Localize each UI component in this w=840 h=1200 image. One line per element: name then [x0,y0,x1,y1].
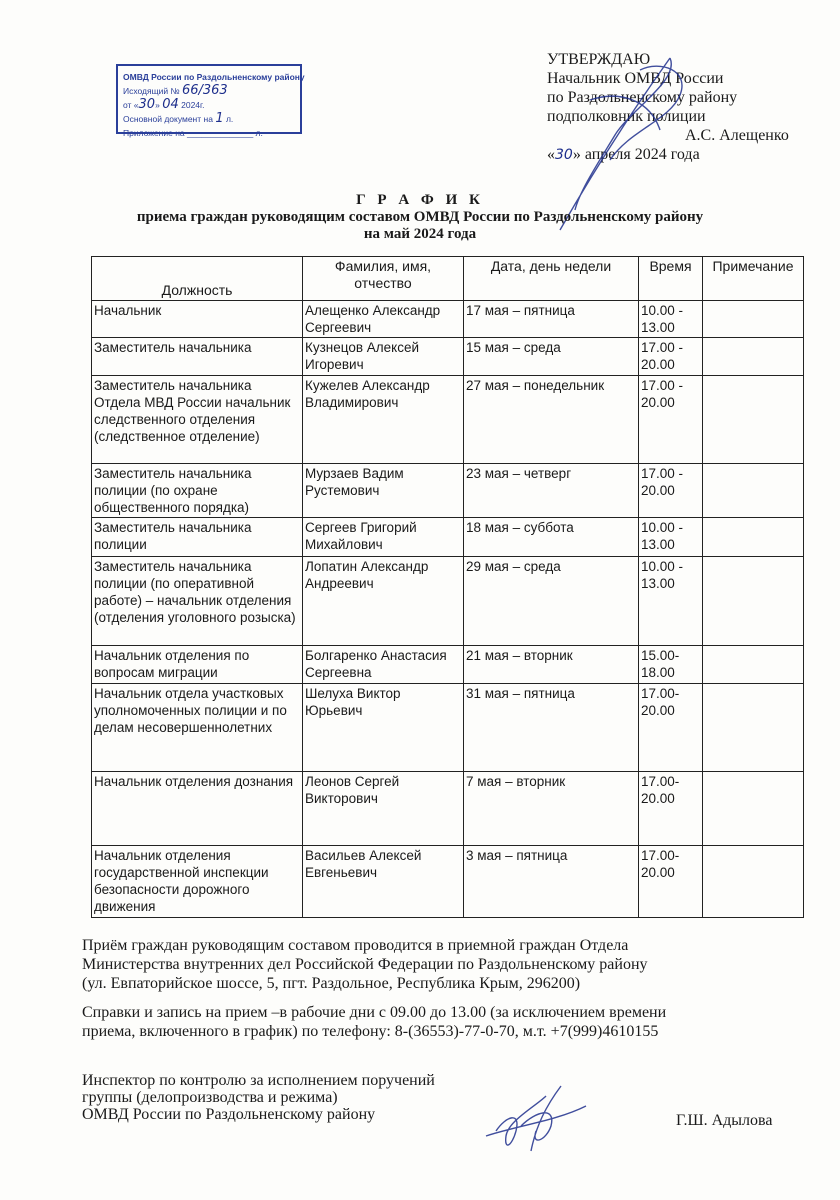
footer-signer-name: Г.Ш. Адылова [676,1112,773,1129]
cell-date: 15 мая – среда [464,338,639,376]
cell-time: 17.00- 20.00 [639,846,703,918]
table-row [92,464,804,518]
table-row [92,557,804,646]
stamp-attachment: Приложение на ______________ л. [123,128,263,138]
table-row [92,338,804,376]
table-row [92,772,804,846]
document-title [0,192,840,243]
approval-date: «30» апреля 2024 года [547,146,700,163]
contact-phone: приема, включенного в график) по телефону: 8-(36553)-77-0-70, м.т. +7(999)4610155 [82,1023,659,1040]
approval-rank: подполковник полиции [547,108,706,125]
title-heading: Г Р А Ф И К [356,192,484,208]
cell-name: Сергеев Григорий Михайлович [303,518,464,557]
cell-time: 17.00- 20.00 [639,772,703,846]
cell-position: Начальник отделения государственной инспекции безопасности дорожного движения [92,846,303,918]
cell-note [703,557,804,646]
cell-name: Васильев Алексей Евгеньевич [303,846,464,918]
contact-info [82,1003,782,1041]
cell-date: 29 мая – среда [464,557,639,646]
cell-name: Мурзаев Вадим Рустемович [303,464,464,518]
cell-note [703,772,804,846]
cell-time: 10.00 - 13.00 [639,518,703,557]
cell-name: Лопатин Александр Андреевич [303,557,464,646]
table-row [92,646,804,684]
cell-name: Алещенко Александр Сергеевич [303,301,464,338]
footer-group: группы (делопроизводства и режима) [82,1089,338,1106]
cell-name: Леонов Сергей Викторович [303,772,464,846]
cell-note [703,684,804,772]
stamp-date: от «30» 04 2024г. [123,97,205,112]
footer-position: Инспектор по контролю за исполнением поручений [82,1072,435,1089]
cell-time: 17.00- 20.00 [639,684,703,772]
cell-note [703,464,804,518]
cell-date: 21 мая – вторник [464,646,639,684]
footer-signatory [82,1072,435,1123]
table-row [92,301,804,338]
cell-position: Заместитель начальника [92,338,303,376]
cell-time: 17.00 - 20.00 [639,338,703,376]
cell-date: 31 мая – пятница [464,684,639,772]
table-row [92,518,804,557]
cell-position: Начальник отделения дознания [92,772,303,846]
cell-name: Болгаренко Анастасия Сергеевна [303,646,464,684]
cell-time: 17.00 - 20.00 [639,376,703,464]
cell-name: Кузнецов Алексей Игоревич [303,338,464,376]
cell-note [703,301,804,338]
table-header-row [92,257,804,301]
cell-position: Начальник [92,301,303,338]
stamp-main-doc: Основной документ на 1 л. [123,111,234,126]
contact-line: Справки и запись на прием –в рабочие дни с 09.00 до 13.00 (за исключением времени [82,1004,667,1021]
cell-note [703,338,804,376]
approval-title: УТВЕРЖДАЮ [547,51,651,68]
approval-department: по Раздольненскому району [547,89,738,106]
reception-line: Министерства внутренних дел Российской Федерации по Раздольненскому району [82,956,648,973]
schedule-table [91,256,804,918]
stamp-outgoing: Исходящий № 66/363 [123,83,228,98]
cell-position: Начальник отделения по вопросам миграции [92,646,303,684]
registration-stamp [116,64,305,138]
reception-line: Приём граждан руководящим составом проводится в приемной граждан Отдела [82,937,629,954]
cell-position: Заместитель начальника полиции (по оперативной работе) – начальник отделения (отделения уголовного розыска) [92,557,303,646]
cell-name: Шелуха Виктор Юрьевич [303,684,464,772]
cell-time: 17.00 - 20.00 [639,464,703,518]
cell-note [703,646,804,684]
title-period: на май 2024 года [363,226,477,242]
cell-date: 23 мая – четверг [464,464,639,518]
cell-name: Кужелев Александр Владимирович [303,376,464,464]
cell-position: Заместитель начальника Отдела МВД России начальник следственного отделения (следственное отделение) [92,376,303,464]
table-row [92,376,804,464]
stamp-outgoing-number: 66/363 [181,83,228,98]
header-name: Фамилия, имя, отчество [303,257,464,301]
cell-note [703,376,804,464]
approval-name: А.С. Алещенко [685,127,789,144]
cell-time: 15.00- 18.00 [639,646,703,684]
table-row [92,684,804,772]
cell-position: Заместитель начальника полиции [92,518,303,557]
cell-position: Начальник отдела участковых уполномоченных полиции и по делам несовершеннолетних [92,684,303,772]
stamp-org: ОМВД России по Раздольненскому району [123,72,305,82]
table-row [92,846,804,918]
reception-info [82,936,782,993]
cell-time: 10.00 - 13.00 [639,557,703,646]
header-time: Время [639,257,703,301]
header-date: Дата, день недели [464,257,639,301]
cell-date: 27 мая – понедельник [464,376,639,464]
cell-note [703,518,804,557]
approval-position: Начальник ОМВД России [547,70,724,87]
cell-date: 3 мая – пятница [464,846,639,918]
cell-note [703,846,804,918]
inspector-signature-icon [476,1076,596,1166]
header-note: Примечание [703,257,804,301]
cell-date: 17 мая – пятница [464,301,639,338]
cell-date: 7 мая – вторник [464,772,639,846]
reception-address: (ул. Евпаторийское шоссе, 5, пгт. Раздольное, Республика Крым, 296200) [82,975,581,992]
cell-time: 10.00 - 13.00 [639,301,703,338]
title-subject: приема граждан руководящим составом ОМВД России по Раздольненскому району [136,209,704,225]
cell-position: Заместитель начальника полиции (по охране общественного порядка) [92,464,303,518]
cell-date: 18 мая – суббота [464,518,639,557]
footer-department: ОМВД России по Раздольненскому району [82,1106,376,1123]
header-position: Должность [92,257,303,301]
